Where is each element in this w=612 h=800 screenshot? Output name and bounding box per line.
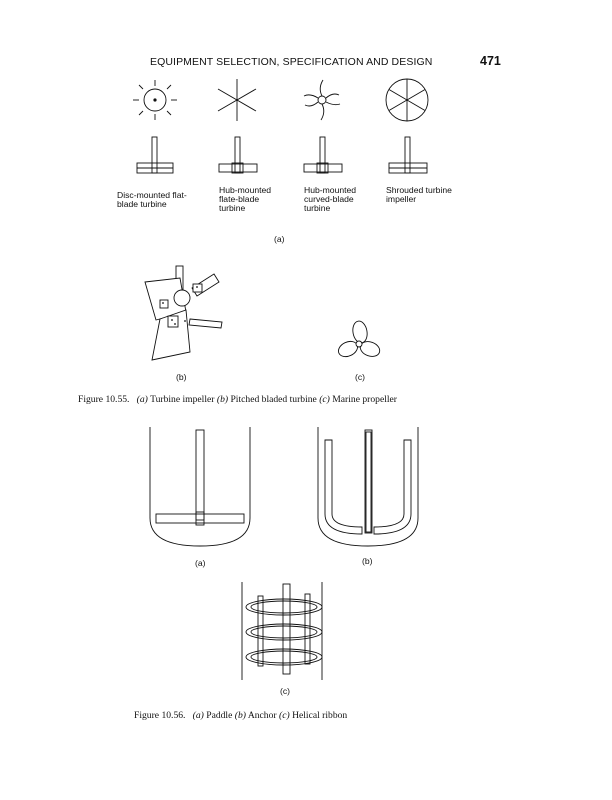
shrouded-turbine-top-view <box>386 79 428 121</box>
running-title: EQUIPMENT SELECTION, SPECIFICATION AND DESIGN <box>150 56 433 68</box>
hub-curved-blade-top-view <box>304 80 340 120</box>
figure-10-56-caption <box>134 710 347 721</box>
fig-10-55-sublabel-b: (b) <box>176 372 187 382</box>
pitched-blade-turbine <box>145 266 222 360</box>
caption-text-a: Paddle <box>206 710 233 721</box>
caption-tag-c: (c) <box>279 710 290 721</box>
label-hub-mounted-curved-blade-turbine: Hub-mounted curved-blade turbine <box>304 185 357 213</box>
caption-tag-c: (c) <box>319 394 330 405</box>
caption-tag-b: (b) <box>234 710 246 721</box>
label-hub-mounted-flat-blade-turbine: Hub-mounted flate-blade turbine <box>219 185 272 213</box>
hub-flat-blade-top-view <box>218 79 256 121</box>
caption-text-c: Helical ribbon <box>292 710 348 721</box>
hub-flat-blade-side-view <box>219 137 257 173</box>
helical-ribbon-agitator <box>242 582 322 680</box>
page-number: 471 <box>480 54 501 68</box>
label-disc-mounted-flat-blade-turbine: Disc-mounted flat- blade turbine <box>117 190 187 209</box>
fig-10-56-sublabel-a: (a) <box>195 558 206 568</box>
hub-curved-blade-side-view <box>304 137 342 173</box>
label-shrouded-turbine-impeller: Shrouded turbine impeller <box>386 185 452 204</box>
paddle-agitator <box>150 427 250 546</box>
caption-tag-a: (a) <box>136 394 148 405</box>
fig-10-56-sublabel-b: (b) <box>362 556 373 566</box>
fig-10-55-sublabel-c: (c) <box>355 372 366 382</box>
disc-turbine-side-view <box>137 137 173 173</box>
caption-tag-a: (a) <box>192 710 204 721</box>
anchor-agitator <box>318 427 418 546</box>
caption-number: Figure 10.55. <box>78 394 130 405</box>
disc-turbine-top-view <box>133 80 177 120</box>
marine-propeller <box>336 320 382 360</box>
fig-10-55-sublabel-a: (a) <box>274 234 285 244</box>
caption-text-b: Anchor <box>247 710 277 721</box>
caption-text-b: Pitched bladed turbine <box>230 394 317 405</box>
caption-text-a: Turbine impeller <box>150 394 215 405</box>
caption-text-c: Marine propeller <box>332 394 397 405</box>
shrouded-turbine-side-view <box>389 137 427 173</box>
fig-10-56-sublabel-c: (c) <box>280 686 291 696</box>
caption-tag-b: (b) <box>216 394 229 405</box>
figure-10-55-caption <box>78 394 397 405</box>
caption-number: Figure 10.56. <box>134 710 186 721</box>
